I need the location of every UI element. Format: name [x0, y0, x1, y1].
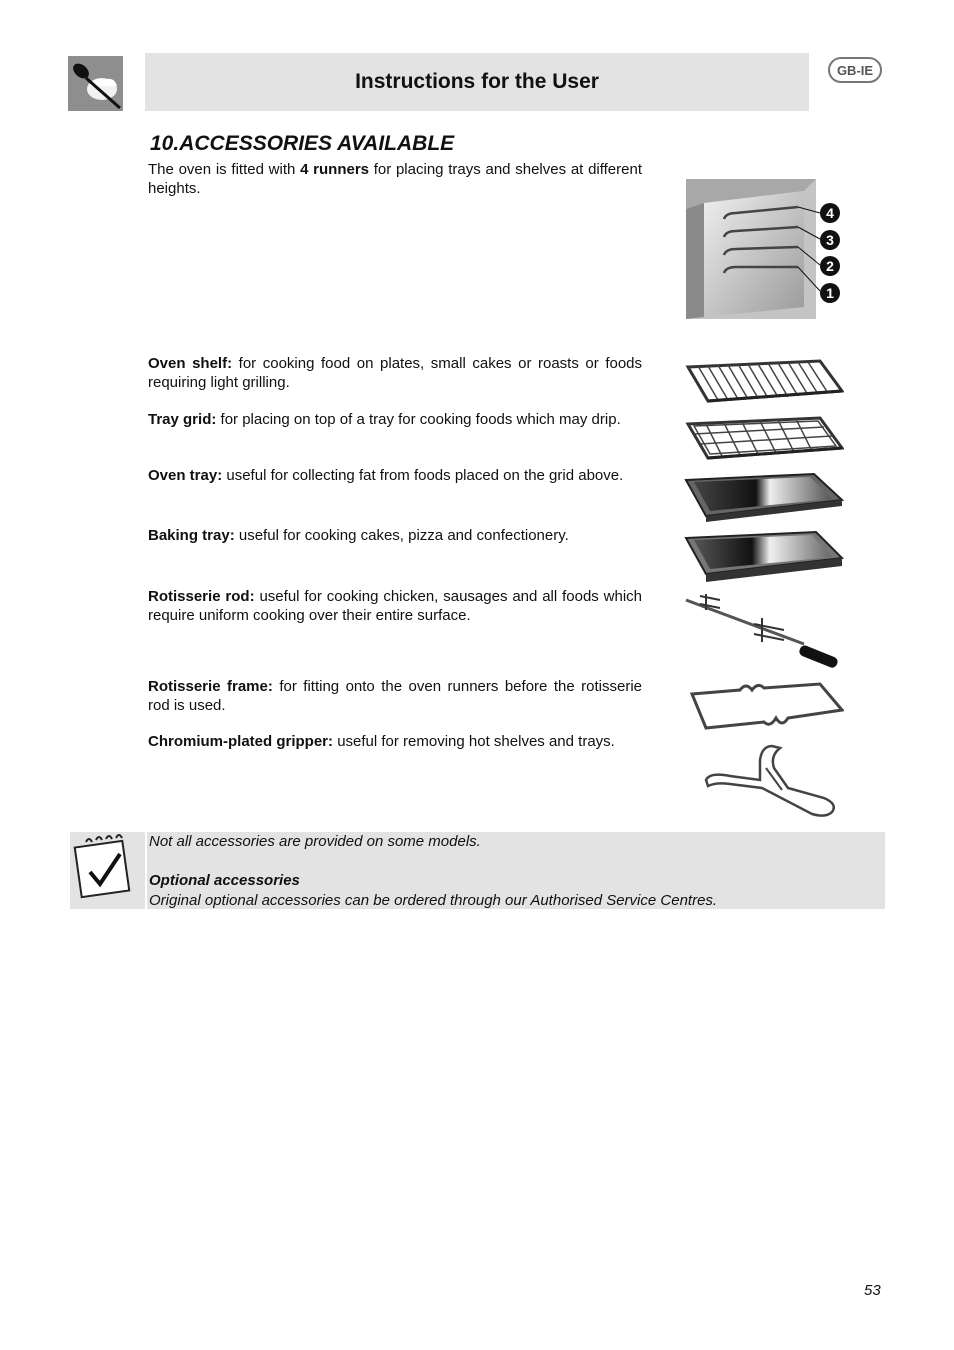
tray-grid-icon — [684, 412, 844, 464]
accessory-oven-shelf — [148, 354, 642, 392]
header-bar — [145, 53, 809, 111]
section-title: 10.ACCESSORIES AVAILABLE — [150, 132, 455, 155]
accessory-name: Baking tray: — [148, 527, 235, 544]
chef-spoon-icon — [68, 56, 123, 111]
accessory-rotisserie-frame — [148, 677, 642, 715]
gripper-icon — [700, 740, 840, 820]
accessory-description: useful for collecting fat from foods placed on the grid above. — [226, 467, 624, 484]
accessory-tray-grid — [148, 410, 642, 429]
baking-tray-icon — [684, 528, 844, 582]
page-number: 53 — [864, 1282, 881, 1299]
accessory-name: Oven shelf: — [148, 355, 233, 372]
note-line-1: Not all accessories are provided on some models. — [149, 833, 481, 850]
oven-runners-figure — [686, 179, 846, 319]
runner-label-1: 1 — [826, 285, 834, 301]
oven-tray-icon — [684, 468, 844, 522]
accessory-name: Rotisserie frame: — [148, 678, 273, 695]
header-title: Instructions for the User — [355, 70, 599, 93]
accessory-rotisserie-rod — [148, 587, 642, 625]
note-box — [70, 832, 885, 909]
accessory-description: useful for cooking chicken, sausages and all foods which require uniform cooking over their entire surface. — [148, 588, 643, 624]
runner-label-4: 4 — [826, 205, 834, 221]
runner-label-2: 2 — [826, 258, 834, 274]
rotisserie-rod-icon — [684, 590, 844, 668]
accessory-description: useful for removing hot shelves and trays. — [337, 733, 615, 750]
intro-paragraph — [148, 160, 642, 198]
note-line-2: Original optional accessories can be ordered through our Authorised Service Centres. — [149, 891, 718, 909]
intro-text-after: for placing trays and shelves at different heights. — [148, 161, 642, 197]
accessory-baking-tray — [148, 526, 642, 545]
accessory-description: for cooking food on plates, small cakes or roasts or foods requiring light grilling. — [148, 355, 643, 391]
accessory-name: Oven tray: — [148, 467, 223, 484]
runner-label-3: 3 — [826, 232, 834, 248]
intro-text-before: The oven is fitted with — [148, 161, 301, 178]
note-text — [149, 832, 717, 910]
accessory-name: Chromium-plated gripper: — [148, 733, 334, 750]
oven-shelf-icon — [684, 355, 844, 407]
accessory-description: useful for cooking cakes, pizza and confectionery. — [238, 527, 569, 544]
accessory-name: Rotisserie rod: — [148, 588, 255, 605]
rotisserie-frame-icon — [688, 680, 844, 730]
accessory-oven-tray — [148, 466, 642, 485]
intro-text-bold: 4 runners — [300, 161, 369, 178]
accessory-description: for fitting onto the oven runners before the rotisserie rod is used. — [148, 678, 642, 714]
language-badge: GB-IE — [828, 57, 882, 83]
accessory-gripper — [148, 732, 642, 751]
notepad-check-icon — [70, 832, 147, 909]
accessory-name: Tray grid: — [148, 411, 217, 428]
accessory-description: for placing on top of a tray for cooking foods which may drip. — [220, 411, 621, 428]
note-heading: Optional accessories — [149, 872, 300, 889]
